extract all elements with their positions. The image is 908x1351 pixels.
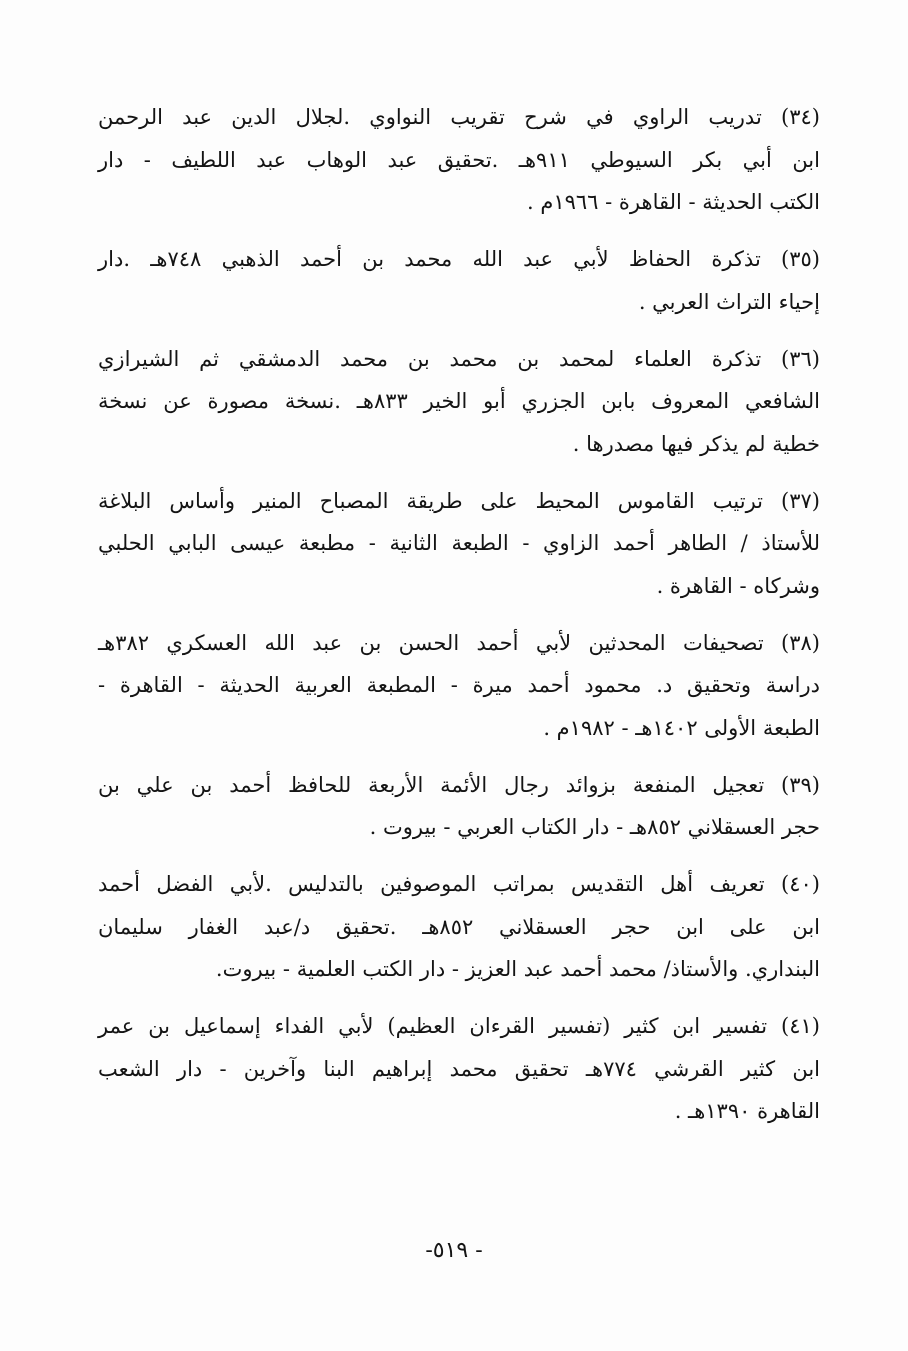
entry-line: (٣٤) تدريب الراوي في شرح تقريب النواوي .لجلال الدين عبد الرحمن [98,105,820,129]
page-number: - ٥١٩- [425,1238,483,1263]
entry-line: دراسة وتحقيق د. محمود أحمد ميرة - المطبعة العربية الحديثة - القاهرة - [98,673,820,697]
entry-line: (٣٧) ترتيب القاموس المحيط على طريقة المصباح المنير وأساس البلاغة [98,488,820,513]
entry-line: القاهرة ١٣٩٠هـ . [674,1099,820,1123]
entry-line: الكتب الحديثة - القاهرة - ١٩٦٦م . [526,190,820,214]
entry-line: حجر العسقلاني ٨٥٢هـ - دار الكتاب العربي - بيروت . [369,815,820,839]
entry-line: (٤١) تفسير ابن كثير (تفسير القرءان العظيم) لأبي الفداء إسماعيل بن عمر [98,1014,820,1038]
bibliography-entry [98,622,820,750]
bibliography-entry [98,238,820,323]
entry-line: ابن كثير القرشي ٧٧٤هـ تحقيق محمد إبراهيم البنا وآخرين - دار الشعب [98,1056,820,1081]
entry-line: ابن أبي بكر السيوطي ٩١١هـ .تحقيق عبد الوهاب عبد اللطيف - دار [98,147,820,172]
bibliography-entry [98,338,820,466]
entry-line: (٣٨) تصحيفات المحدثين لأبي أحمد الحسن بن عبد الله العسكري ٣٨٢هـ [98,630,820,655]
entry-line: خطية لم يذكر فيها مصدرها . [572,431,820,456]
bibliography-entry [98,764,820,849]
bibliography-entry [98,96,820,224]
entry-line: (٣٩) تعجيل المنفعة بزوائد رجال الأئمة الأربعة للحافظ أحمد بن علي بن [98,772,820,797]
bibliography-entry [98,1005,820,1133]
bibliography-entry [98,480,820,608]
entry-line: الطبعة الأولى ١٤٠٢هـ - ١٩٨٢م . [543,715,820,740]
bibliography-list [98,96,820,1147]
entry-line: البنداري. والأستاذ/ محمد أحمد عبد العزيز - دار الكتب العلمية - بيروت. [215,957,820,981]
entry-line: (٣٦) تذكرة العلماء لمحمد بن محمد بن محمد الدمشقي ثم الشيرازي [98,346,820,371]
entry-line: ابن على ابن حجر العسقلاني ٨٥٢هـ .تحقيق د/عبد الغفار سليمان [98,914,820,939]
entry-line: للأستاذ / الطاهر أحمد الزاوي - الطبعة الثانية - مطبعة عيسى البابي الحلبي [98,531,820,555]
entry-line: وشركاه - القاهرة . [656,573,820,598]
bibliography-entry [98,863,820,991]
entry-line: إحياء التراث العربي . [638,289,820,314]
entry-line: (٣٥) تذكرة الحفاظ لأبي عبد الله محمد بن أحمد الذهبي ٧٤٨هـ .دار [98,247,820,271]
entry-line: الشافعي المعروف بابن الجزري أبو الخير ٨٣٣هـ .نسخة مصورة عن نسخة [98,389,821,413]
entry-line: (٤٠) تعريف أهل التقديس بمراتب الموصوفين بالتدليس .لأبي الفضل أحمد [98,872,820,896]
